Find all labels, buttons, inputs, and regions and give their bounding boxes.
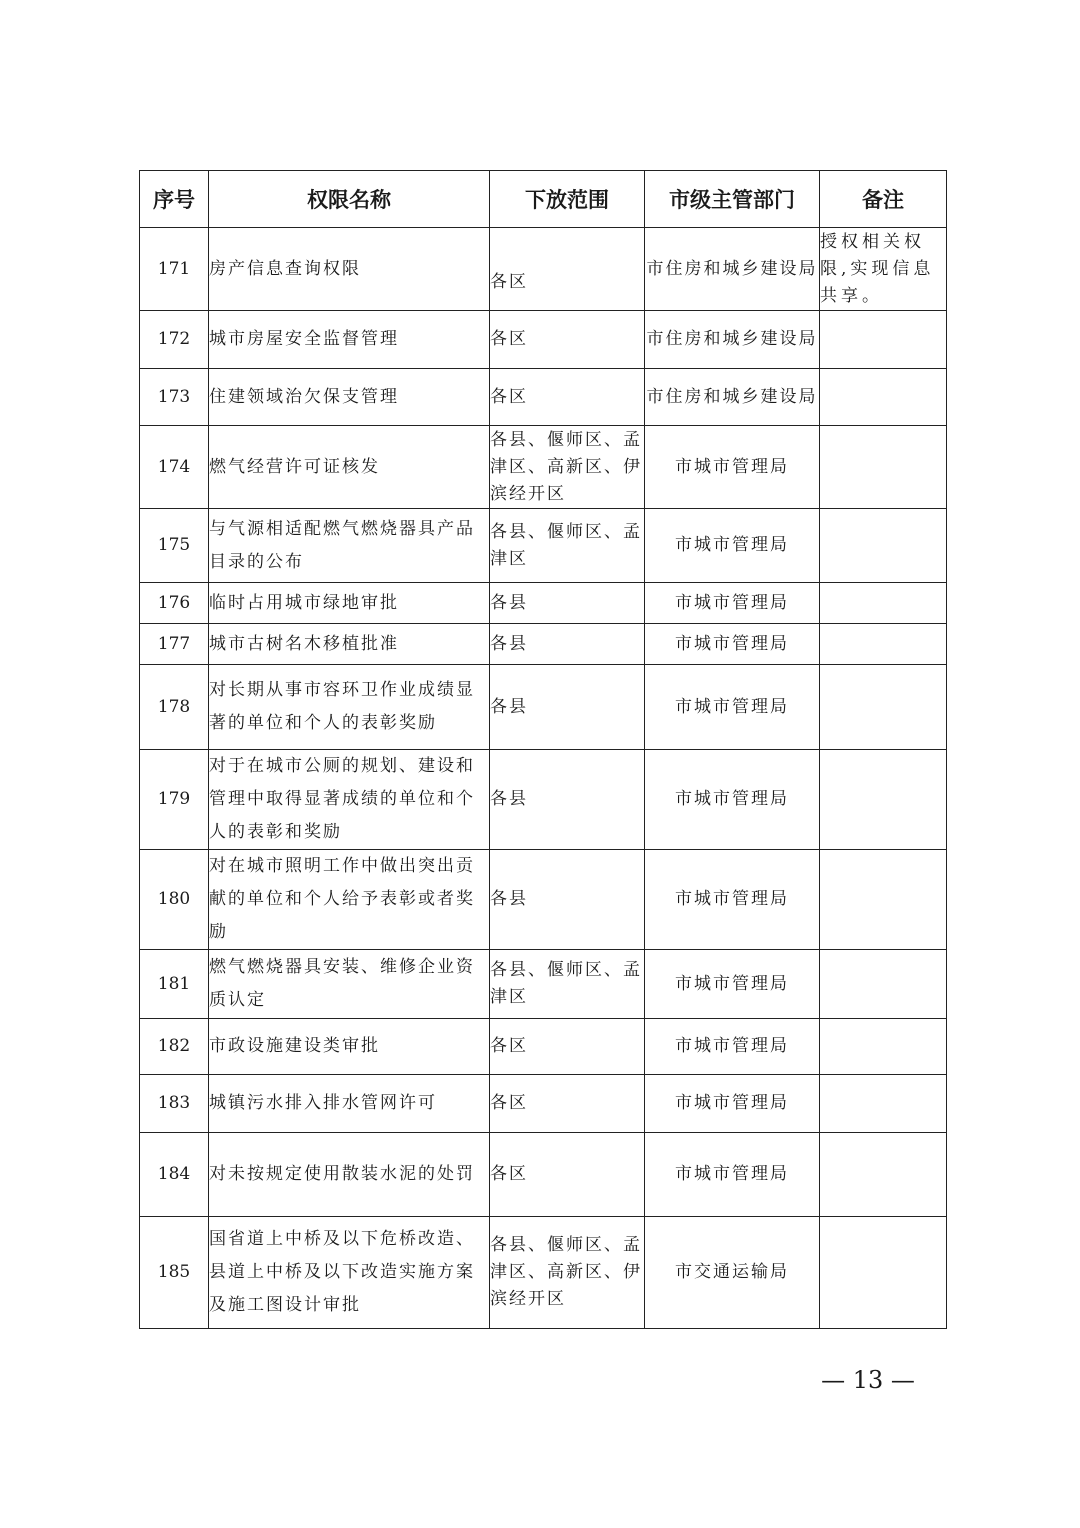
row-no: 180 bbox=[140, 850, 209, 950]
table-row bbox=[140, 750, 947, 850]
row-scope: 各区 bbox=[490, 311, 645, 369]
header-name: 权限名称 bbox=[209, 171, 490, 228]
row-dept: 市住房和城乡建设局 bbox=[645, 228, 820, 311]
row-note bbox=[820, 509, 947, 583]
row-name: 燃气燃烧器具安装、维修企业资质认定 bbox=[209, 950, 490, 1019]
table-row bbox=[140, 624, 947, 665]
header-scope: 下放范围 bbox=[490, 171, 645, 228]
row-scope: 各县 bbox=[490, 850, 645, 950]
row-scope: 各县 bbox=[490, 583, 645, 624]
table-row bbox=[140, 1217, 947, 1329]
row-no: 179 bbox=[140, 750, 209, 850]
table-row bbox=[140, 509, 947, 583]
row-scope: 各区 bbox=[490, 1133, 645, 1217]
row-dept: 市城市管理局 bbox=[645, 850, 820, 950]
row-dept: 市城市管理局 bbox=[645, 665, 820, 750]
row-name: 城镇污水排入排水管网许可 bbox=[209, 1075, 490, 1133]
row-no: 172 bbox=[140, 311, 209, 369]
row-name: 市政设施建设类审批 bbox=[209, 1019, 490, 1075]
row-note bbox=[820, 311, 947, 369]
authority-table bbox=[139, 170, 947, 1329]
row-no: 173 bbox=[140, 369, 209, 426]
row-scope: 各县、偃师区、孟津区、高新区、伊滨经开区 bbox=[490, 1217, 645, 1329]
row-name: 临时占用城市绿地审批 bbox=[209, 583, 490, 624]
row-scope: 各县 bbox=[490, 750, 645, 850]
row-no: 178 bbox=[140, 665, 209, 750]
row-no: 175 bbox=[140, 509, 209, 583]
row-note: 授权相关权限,实现信息共享。 bbox=[820, 228, 947, 311]
row-name: 与气源相适配燃气燃烧器具产品目录的公布 bbox=[209, 509, 490, 583]
row-no: 181 bbox=[140, 950, 209, 1019]
page-number: — 13 — bbox=[821, 1366, 915, 1394]
row-scope: 各县、偃师区、孟津区、高新区、伊滨经开区 bbox=[490, 426, 645, 509]
row-no: 177 bbox=[140, 624, 209, 665]
table-row bbox=[140, 311, 947, 369]
table-row bbox=[140, 1075, 947, 1133]
row-scope: 各县 bbox=[490, 665, 645, 750]
row-note bbox=[820, 1133, 947, 1217]
row-note bbox=[820, 1217, 947, 1329]
row-name: 城市房屋安全监督管理 bbox=[209, 311, 490, 369]
row-dept: 市城市管理局 bbox=[645, 426, 820, 509]
row-scope: 各区 bbox=[490, 369, 645, 426]
row-dept: 市城市管理局 bbox=[645, 950, 820, 1019]
row-name: 房产信息查询权限 bbox=[209, 228, 490, 311]
row-no: 176 bbox=[140, 583, 209, 624]
row-dept: 市城市管理局 bbox=[645, 1075, 820, 1133]
table-row bbox=[140, 583, 947, 624]
header-dept: 市级主管部门 bbox=[645, 171, 820, 228]
row-note bbox=[820, 750, 947, 850]
row-note bbox=[820, 1019, 947, 1075]
row-name: 城市古树名木移植批准 bbox=[209, 624, 490, 665]
row-no: 174 bbox=[140, 426, 209, 509]
row-scope: 各区 bbox=[490, 228, 645, 311]
row-scope: 各县、偃师区、孟津区 bbox=[490, 950, 645, 1019]
table-header-row bbox=[140, 171, 947, 228]
row-dept: 市城市管理局 bbox=[645, 1133, 820, 1217]
table-row bbox=[140, 1133, 947, 1217]
row-scope: 各区 bbox=[490, 1075, 645, 1133]
row-note bbox=[820, 583, 947, 624]
row-scope: 各县 bbox=[490, 624, 645, 665]
row-name: 对于在城市公厕的规划、建设和管理中取得显著成绩的单位和个人的表彰和奖励 bbox=[209, 750, 490, 850]
row-name: 对在城市照明工作中做出突出贡献的单位和个人给予表彰或者奖励 bbox=[209, 850, 490, 950]
table-row bbox=[140, 1019, 947, 1075]
row-no: 185 bbox=[140, 1217, 209, 1329]
row-scope: 各区 bbox=[490, 1019, 645, 1075]
row-note bbox=[820, 426, 947, 509]
row-dept: 市住房和城乡建设局 bbox=[645, 311, 820, 369]
table-row bbox=[140, 950, 947, 1019]
row-dept: 市城市管理局 bbox=[645, 509, 820, 583]
row-name: 对未按规定使用散装水泥的处罚 bbox=[209, 1133, 490, 1217]
row-dept: 市城市管理局 bbox=[645, 750, 820, 850]
row-name: 国省道上中桥及以下危桥改造、县道上中桥及以下改造实施方案及施工图设计审批 bbox=[209, 1217, 490, 1329]
header-no: 序号 bbox=[140, 171, 209, 228]
row-dept: 市交通运输局 bbox=[645, 1217, 820, 1329]
row-no: 171 bbox=[140, 228, 209, 311]
row-name: 对长期从事市容环卫作业成绩显著的单位和个人的表彰奖励 bbox=[209, 665, 490, 750]
table-row bbox=[140, 369, 947, 426]
row-note bbox=[820, 950, 947, 1019]
row-note bbox=[820, 665, 947, 750]
table-row bbox=[140, 665, 947, 750]
row-note bbox=[820, 1075, 947, 1133]
row-no: 182 bbox=[140, 1019, 209, 1075]
table-row bbox=[140, 426, 947, 509]
row-scope: 各县、偃师区、孟津区 bbox=[490, 509, 645, 583]
table-row bbox=[140, 228, 947, 311]
header-note: 备注 bbox=[820, 171, 947, 228]
row-dept: 市城市管理局 bbox=[645, 624, 820, 665]
row-note bbox=[820, 369, 947, 426]
row-note bbox=[820, 624, 947, 665]
row-note bbox=[820, 850, 947, 950]
table-row bbox=[140, 850, 947, 950]
row-name: 住建领域治欠保支管理 bbox=[209, 369, 490, 426]
row-dept: 市城市管理局 bbox=[645, 1019, 820, 1075]
row-name: 燃气经营许可证核发 bbox=[209, 426, 490, 509]
row-no: 183 bbox=[140, 1075, 209, 1133]
row-dept: 市城市管理局 bbox=[645, 583, 820, 624]
row-dept: 市住房和城乡建设局 bbox=[645, 369, 820, 426]
row-no: 184 bbox=[140, 1133, 209, 1217]
